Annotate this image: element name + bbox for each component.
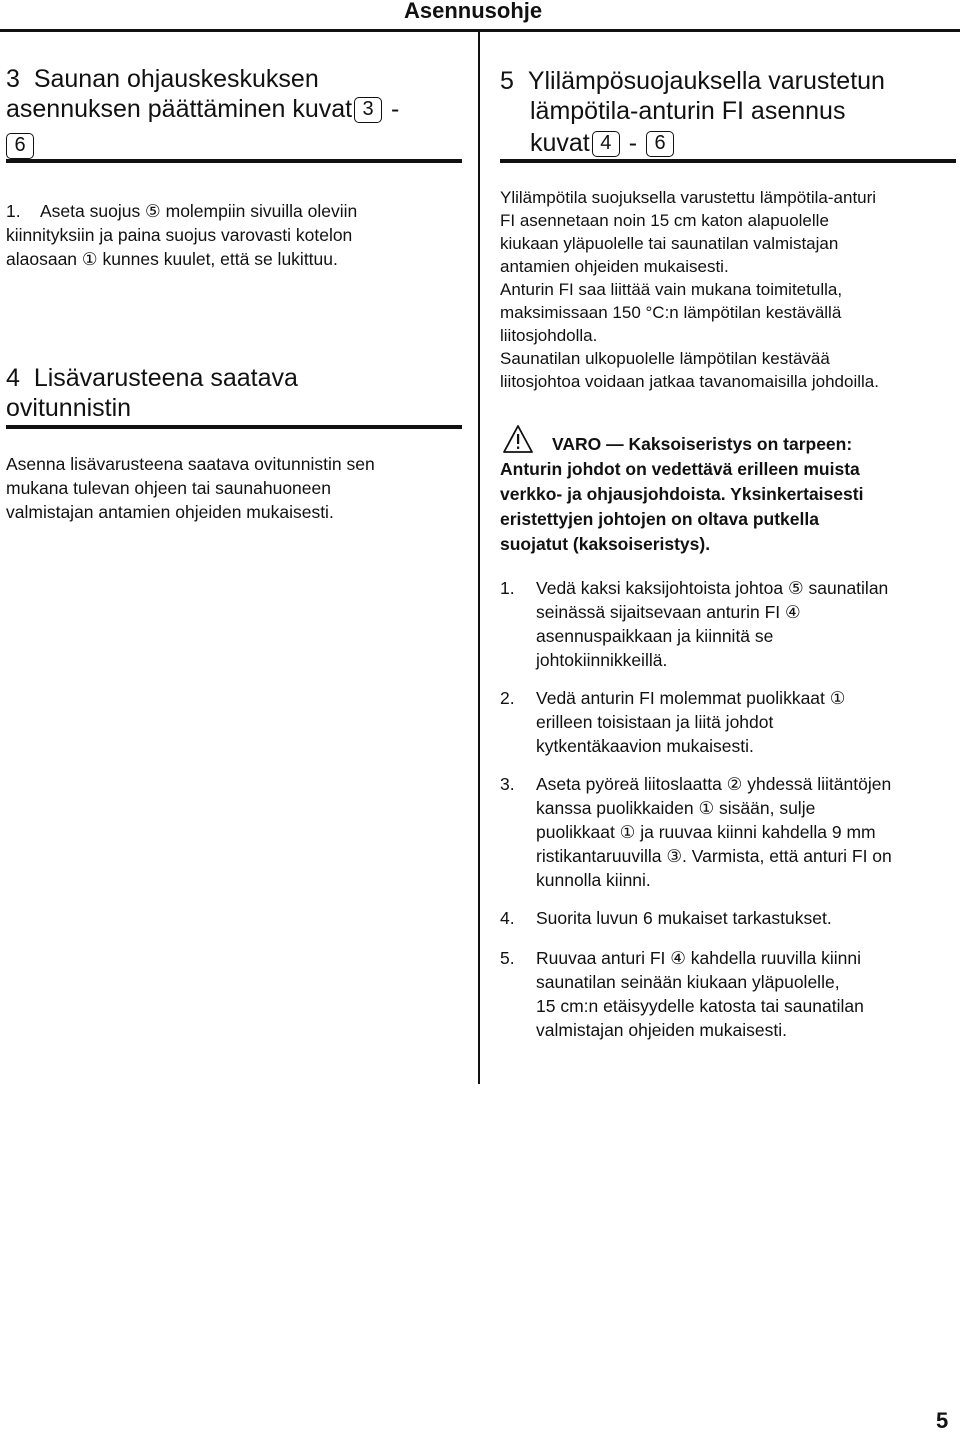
step-line: kytkentäkaavion mukaisesti. bbox=[536, 736, 754, 756]
section-5-title-line2: lämpötila-anturin FI asennus bbox=[530, 97, 846, 125]
section-3-title-line1: Saunan ohjauskeskuksen bbox=[33, 65, 319, 93]
section-4-heading bbox=[6, 363, 466, 423]
step-line: saunatilan seinään kiukaan yläpuolelle, bbox=[536, 972, 840, 992]
step-line: ristikantaruuvilla ③. Varmista, että anturi FI on bbox=[536, 846, 892, 866]
section-5-rule bbox=[500, 159, 956, 163]
step-line: Aseta pyöreä liitoslaatta ② yhdessä liitäntöjen bbox=[536, 774, 892, 794]
intro-line: Saunatilan ulkopuolelle lämpötilan kestävää bbox=[500, 349, 830, 368]
section-3-number: 3 bbox=[6, 65, 20, 93]
warning-line: eristettyjen johtojen on oltava putkella bbox=[500, 509, 819, 529]
step-line: johtokiinnikkeillä. bbox=[536, 650, 668, 670]
intro-line: maksimissaan 150 °C:n lämpötilan kestävällä bbox=[500, 303, 842, 322]
step-line: kanssa puolikkaiden ① sisään, sulje bbox=[536, 798, 816, 818]
step-line: Suorita luvun 6 mukaiset tarkastukset. bbox=[536, 908, 832, 928]
section-5-title-line1: Ylilämpösuojauksella varustetun bbox=[527, 67, 885, 95]
figure-ref-4: 4 bbox=[592, 131, 620, 157]
step-line: Vedä kaksi kaksijohtoista johtoa ⑤ saunatilan bbox=[536, 578, 889, 598]
intro-line: liitosjohtoa voidaan jatkaa tavanomaisilla johdoilla. bbox=[500, 372, 879, 391]
step-number: 1. bbox=[6, 201, 21, 221]
warning-line: Anturin johdot on vedettävä erilleen muista bbox=[500, 459, 860, 479]
step-line: Vedä anturin FI molemmat puolikkaat ① bbox=[536, 688, 846, 708]
step-line: valmistajan ohjeiden mukaisesti. bbox=[536, 1020, 787, 1040]
section-5-intro bbox=[500, 186, 958, 393]
intro-line: antamien ohjeiden mukaisesti. bbox=[500, 257, 729, 276]
section-5-number: 5 bbox=[500, 67, 514, 95]
step-number: 3. bbox=[500, 774, 515, 794]
section-4-title-line2: ovitunnistin bbox=[6, 394, 132, 422]
step-number: 1. bbox=[500, 578, 515, 598]
step-line: erilleen toisistaan ja liitä johdot bbox=[536, 712, 774, 732]
section-5-heading bbox=[500, 66, 956, 158]
section-3-heading bbox=[6, 64, 466, 160]
warning-block bbox=[500, 432, 956, 557]
page-number: 5 bbox=[936, 1408, 949, 1433]
step-line: asennuspaikkaan ja kiinnitä se bbox=[536, 626, 774, 646]
step-line: 15 cm:n etäisyydelle katosta tai saunatilan bbox=[536, 996, 864, 1016]
section-5-kuvat: kuvat bbox=[530, 129, 590, 157]
section-4-body bbox=[6, 452, 468, 524]
section-3-rule bbox=[6, 159, 462, 163]
step-line: Aseta suojus ⑤ molempiin sivuilla oleviin bbox=[40, 201, 358, 221]
warning-line: suojatut (kaksoiseristys). bbox=[500, 534, 711, 554]
intro-line: liitosjohdolla. bbox=[500, 326, 598, 345]
figure-ref-6: 6 bbox=[6, 133, 34, 159]
section-3-kuvat: kuvat bbox=[292, 95, 353, 123]
step-number: 4. bbox=[500, 908, 515, 928]
body-line: mukana tulevan ohjeen tai saunahuoneen bbox=[6, 478, 331, 498]
step-number: 5. bbox=[500, 948, 515, 968]
intro-line: Anturin FI saa liittää vain mukana toimitetulla, bbox=[500, 280, 843, 299]
step-line: puolikkaat ① ja ruuvaa kiinni kahdella 9 mm bbox=[536, 822, 876, 842]
warning-line: verkko- ja ohjausjohdoista. Yksinkertaisesti bbox=[500, 484, 864, 504]
column-divider bbox=[478, 32, 480, 1084]
document-header-title: Asennusohje bbox=[404, 0, 543, 23]
section-3-dash: - bbox=[391, 95, 400, 123]
section-4-number: 4 bbox=[6, 364, 20, 392]
section-4-rule bbox=[6, 425, 462, 429]
section-4-title-line1: Lisävarusteena saatava bbox=[33, 364, 298, 392]
section-5-steps bbox=[500, 576, 958, 1056]
step-line: kunnolla kiinni. bbox=[536, 870, 651, 890]
step-line: Ruuvaa anturi FI ④ kahdella ruuvilla kiinni bbox=[536, 948, 862, 968]
intro-line: Ylilämpötila suojuksella varustettu lämpötila-anturi bbox=[500, 188, 877, 207]
step-number: 2. bbox=[500, 688, 515, 708]
section-3-step-1 bbox=[6, 199, 466, 271]
body-line: Asenna lisävarusteena saatava ovitunnistin sen bbox=[6, 454, 375, 474]
section-3-title-line2: asennuksen päättäminen bbox=[6, 95, 286, 123]
section-5-dash: - bbox=[628, 129, 638, 157]
step-line: kiinnityksiin ja paina suojus varovasti kotelon bbox=[6, 225, 353, 245]
warning-title: VARO — Kaksoiseristys on tarpeen: bbox=[552, 434, 853, 454]
figure-ref-3: 3 bbox=[354, 97, 382, 123]
header-rule bbox=[0, 29, 960, 32]
step-line: seinässä sijaitsevaan anturin FI ④ bbox=[536, 602, 801, 622]
intro-line: kiukaan yläpuolelle tai saunatilan valmistajan bbox=[500, 234, 839, 253]
step-line: alaosaan ① kunnes kuulet, että se lukittuu. bbox=[6, 249, 338, 269]
body-line: valmistajan antamien ohjeiden mukaisesti. bbox=[6, 502, 334, 522]
figure-ref-6b: 6 bbox=[646, 131, 674, 157]
intro-line: FI asennetaan noin 15 cm katon alapuolelle bbox=[500, 211, 829, 230]
